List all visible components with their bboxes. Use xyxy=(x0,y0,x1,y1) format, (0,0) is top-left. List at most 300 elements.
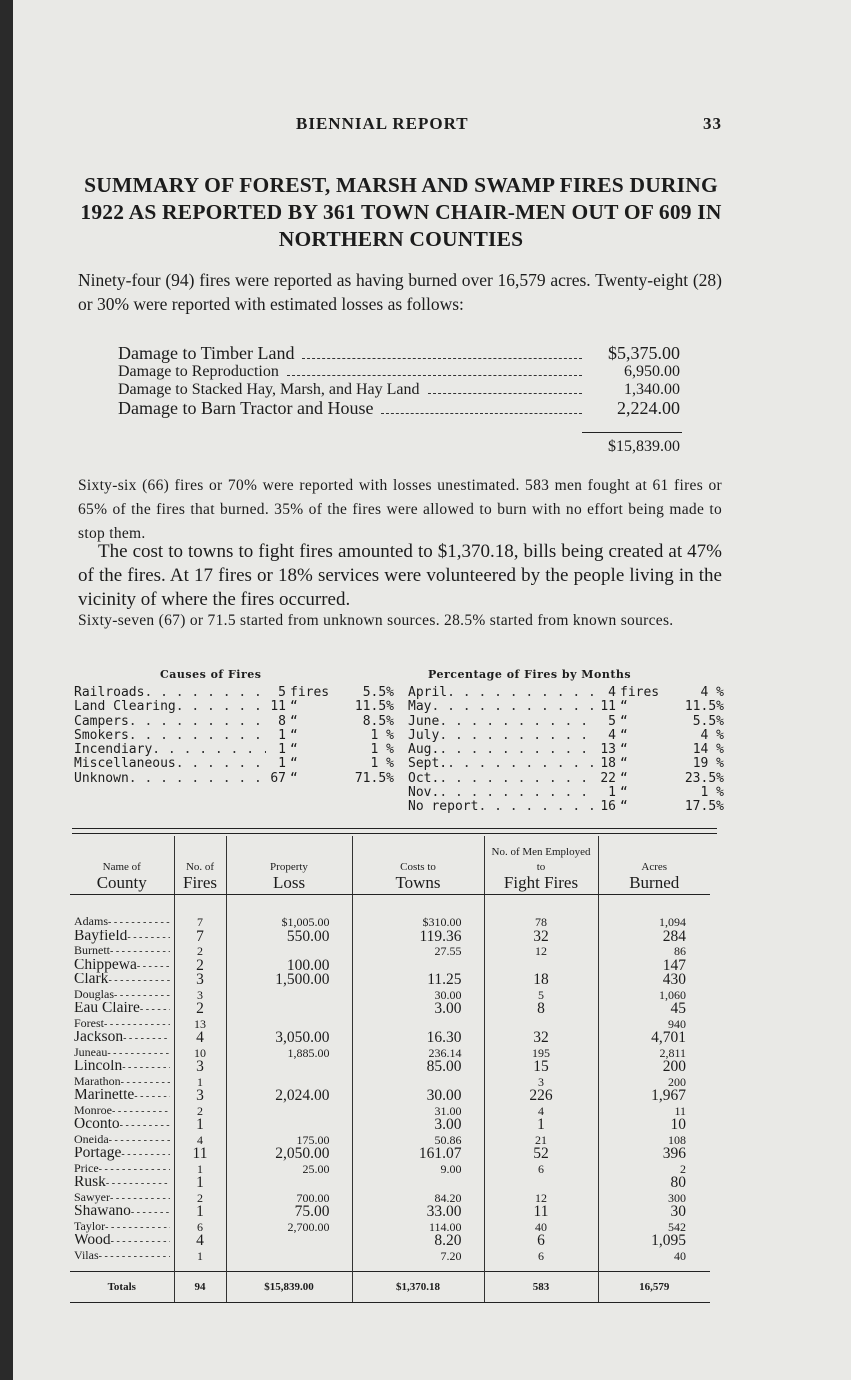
month-item-name: July xyxy=(408,727,440,743)
table-row xyxy=(70,1205,710,1220)
table-row xyxy=(70,1234,710,1249)
leader-dashes xyxy=(121,1147,169,1162)
fires-cell: 2 xyxy=(174,1002,226,1017)
month-item-percent: 17.5% xyxy=(684,799,724,815)
leader-dashes xyxy=(120,1118,170,1133)
costs-cell: 8.20 xyxy=(352,1234,484,1249)
month-item-percent: 5.5% xyxy=(692,713,724,729)
table-row xyxy=(70,1075,710,1090)
cause-item-name: Unknown xyxy=(74,770,129,786)
cause-item xyxy=(74,743,394,757)
county-cell xyxy=(70,1176,174,1191)
fires-cell: 1 xyxy=(174,1205,226,1220)
men-cell: 226 xyxy=(484,1089,598,1104)
header-county: Name of County xyxy=(70,836,174,895)
costs-cell: 119.36 xyxy=(352,930,484,945)
header-acres: Acres Burned xyxy=(598,836,710,895)
acres-cell: 10 xyxy=(598,1118,710,1133)
men-cell: 32 xyxy=(484,1031,598,1046)
acres-cell: 1,060 xyxy=(598,988,710,1003)
leader-dots xyxy=(176,700,266,714)
leader-dots xyxy=(439,715,596,729)
county-name: Oneida xyxy=(74,1132,109,1146)
loss-cell xyxy=(226,1118,352,1133)
month-item-count: 11 xyxy=(600,699,616,715)
cause-item-count: 5 xyxy=(278,685,286,700)
loss-cell xyxy=(226,1075,352,1090)
costs-cell: 30.00 xyxy=(352,988,484,1003)
leader-dashes xyxy=(104,1017,170,1032)
loss-cell xyxy=(226,1249,352,1264)
costs-cell: 33.00 xyxy=(352,1205,484,1220)
acres-cell: 86 xyxy=(598,944,710,959)
men-cell: 78 xyxy=(484,895,598,930)
month-item-unit: “ xyxy=(620,799,628,815)
cause-item-unit: “ xyxy=(290,756,298,772)
fires-cell: 11 xyxy=(174,1147,226,1162)
cause-item-unit: “ xyxy=(290,699,298,715)
loss-cell: 1,500.00 xyxy=(226,973,352,988)
fires-cell: 3 xyxy=(174,988,226,1003)
costs-cell xyxy=(352,1017,484,1032)
loss-cell: 25.00 xyxy=(226,1162,352,1177)
county-name: Forest xyxy=(74,1016,104,1030)
county-name: Price xyxy=(74,1161,99,1175)
intro-paragraph: Ninety-four (94) fires were reported as having burned over 16,579 acres. Twenty-eight (28) or 30% were reported with estimated losses as follows: xyxy=(78,270,722,314)
cause-item-name: Smokers xyxy=(74,727,129,743)
county-name: Lincoln xyxy=(74,1060,123,1074)
header-men: No. of Men Employed to Fight Fires xyxy=(484,836,598,895)
acres-cell: 396 xyxy=(598,1147,710,1162)
cause-item-percent: 8.5% xyxy=(362,713,394,729)
leader-dots xyxy=(478,800,596,814)
table-spacer-row xyxy=(70,1263,710,1272)
leader-dashes xyxy=(107,1046,169,1061)
cause-item-count: 67 xyxy=(270,770,286,786)
costs-cell: 31.00 xyxy=(352,1104,484,1119)
loss-cell xyxy=(226,1060,352,1075)
leader-dots xyxy=(447,686,596,700)
county-name-wrap xyxy=(74,944,170,959)
county-name-wrap xyxy=(74,915,170,930)
county-name-wrap xyxy=(74,1104,170,1119)
month-item-count: 22 xyxy=(600,770,616,786)
county-name: Marathon xyxy=(74,1074,121,1088)
month-item-name: June xyxy=(408,713,440,729)
loss-cell xyxy=(226,1104,352,1119)
county-name-wrap xyxy=(74,1031,170,1046)
county-cell xyxy=(70,944,174,959)
header-loss: Property Loss xyxy=(226,836,352,895)
damage-row xyxy=(118,381,680,399)
loss-cell: 3,050.00 xyxy=(226,1031,352,1046)
cause-item-percent: 1 % xyxy=(370,727,394,743)
cause-item-count: 1 xyxy=(278,727,286,743)
header-fires: No. of Fires xyxy=(174,836,226,895)
fires-cell: 1 xyxy=(174,1118,226,1133)
county-name-wrap xyxy=(74,1002,170,1017)
county-name-wrap xyxy=(74,1176,170,1191)
cause-item-unit: “ xyxy=(290,713,298,729)
table-row xyxy=(70,1017,710,1032)
month-item-count: 5 xyxy=(608,713,616,729)
leader-dots xyxy=(129,715,266,729)
spacer-cell xyxy=(70,1263,174,1272)
fires-cell: 13 xyxy=(174,1017,226,1032)
men-cell: 1 xyxy=(484,1118,598,1133)
damages-total: $15,839.00 xyxy=(608,438,680,455)
county-name: Shawano xyxy=(74,1205,131,1219)
month-item-unit: “ xyxy=(620,770,628,786)
county-name: Jackson xyxy=(74,1031,124,1045)
leader-dots xyxy=(129,772,266,786)
fires-cell: 2 xyxy=(174,959,226,974)
acres-cell: 11 xyxy=(598,1104,710,1119)
men-cell: 195 xyxy=(484,1046,598,1061)
county-name: Juneau xyxy=(74,1045,108,1059)
men-cell: 12 xyxy=(484,944,598,959)
loss-cell: 100.00 xyxy=(226,959,352,974)
damage-label: Damage to Timber Land xyxy=(118,344,295,363)
damage-row xyxy=(118,344,680,363)
fires-cell: 2 xyxy=(174,1104,226,1119)
county-table-wrapper xyxy=(70,836,710,1303)
spacer-cell xyxy=(226,1263,352,1272)
leader-dashes xyxy=(108,915,170,930)
county-name: Monroe xyxy=(74,1103,112,1117)
cause-item-name: Campers xyxy=(74,713,129,729)
costs-cell xyxy=(352,1075,484,1090)
costs-cell: 16.30 xyxy=(352,1031,484,1046)
costs-cell: 27.55 xyxy=(352,944,484,959)
county-cell xyxy=(70,1234,174,1249)
loss-cell xyxy=(226,1176,352,1191)
costs-cell: 84.20 xyxy=(352,1191,484,1206)
leader-dashes xyxy=(108,973,169,988)
men-cell: 18 xyxy=(484,973,598,988)
table-row xyxy=(70,1031,710,1046)
month-item-count: 4 xyxy=(608,727,616,743)
cause-item xyxy=(74,715,394,729)
month-item xyxy=(408,772,724,786)
fires-cell: 1 xyxy=(174,1176,226,1191)
leader-dots xyxy=(129,729,266,743)
leader-dashes xyxy=(121,1075,170,1090)
fires-cell: 6 xyxy=(174,1220,226,1235)
month-item-count: 18 xyxy=(600,756,616,772)
damages-list xyxy=(118,344,680,418)
county-cell xyxy=(70,1002,174,1017)
loss-cell: 2,024.00 xyxy=(226,1089,352,1104)
months-heading: Percentage of Fires by Months xyxy=(428,668,632,681)
costs-cell: 7.20 xyxy=(352,1249,484,1264)
county-fires-table xyxy=(70,836,710,1303)
county-cell xyxy=(70,1089,174,1104)
county-cell xyxy=(70,988,174,1003)
month-item-percent: 14 % xyxy=(692,742,724,758)
leader-dashes xyxy=(110,1191,170,1206)
fires-cell: 1 xyxy=(174,1075,226,1090)
loss-cell: 550.00 xyxy=(226,930,352,945)
men-cell: 21 xyxy=(484,1133,598,1148)
totals-label: Totals xyxy=(70,1272,174,1303)
month-item-percent: 4 % xyxy=(700,727,724,743)
county-name-wrap xyxy=(74,1060,170,1075)
men-cell: 40 xyxy=(484,1220,598,1235)
acres-cell: 40 xyxy=(598,1249,710,1264)
cause-item-percent: 5.5% xyxy=(362,685,394,700)
county-name: Wood xyxy=(74,1234,111,1248)
acres-cell: 45 xyxy=(598,1002,710,1017)
book-spine-shadow xyxy=(0,0,13,1380)
damage-row xyxy=(118,399,680,418)
leader-dashes xyxy=(123,1031,169,1046)
month-item-count: 13 xyxy=(600,742,616,758)
county-name: Vilas xyxy=(74,1248,99,1262)
county-name-wrap xyxy=(74,1191,170,1206)
cause-item-unit: fires xyxy=(290,685,330,700)
month-item-percent: 11.5% xyxy=(684,699,724,715)
table-row xyxy=(70,1046,710,1061)
cause-item-count: 11 xyxy=(270,699,286,715)
costs-cell: 11.25 xyxy=(352,973,484,988)
paragraph-unestimated: Sixty-six (66) fires or 70% were reported with losses unestimated. 583 men fought at 61 fires or 65% of the fires that burned. 35% of the fires were allowed to burn with no effort being made to stop them. xyxy=(78,477,722,542)
leader-dots xyxy=(439,786,596,800)
county-name-wrap xyxy=(74,1118,170,1133)
damage-row xyxy=(118,363,680,381)
acres-cell: 300 xyxy=(598,1191,710,1206)
cause-item xyxy=(74,686,394,700)
cause-item-count: 1 xyxy=(278,742,286,758)
leader-dots xyxy=(144,686,266,700)
acres-cell: 1,967 xyxy=(598,1089,710,1104)
costs-cell: 3.00 xyxy=(352,1118,484,1133)
month-item xyxy=(408,800,724,814)
table-row xyxy=(70,988,710,1003)
fires-cell: 1 xyxy=(174,1162,226,1177)
cause-item-count: 8 xyxy=(278,713,286,729)
month-item-unit: “ xyxy=(620,785,628,801)
county-cell xyxy=(70,1075,174,1090)
acres-cell: 147 xyxy=(598,959,710,974)
fires-cell: 4 xyxy=(174,1234,226,1249)
month-item-name: Oct. xyxy=(408,770,440,786)
month-item-unit: “ xyxy=(620,713,628,729)
costs-cell xyxy=(352,1176,484,1191)
county-name-wrap xyxy=(74,959,170,974)
county-cell xyxy=(70,1046,174,1061)
fires-cell: 3 xyxy=(174,1060,226,1075)
table-top-rule xyxy=(72,828,717,834)
acres-cell: 200 xyxy=(598,1075,710,1090)
leader-dots xyxy=(439,772,596,786)
men-cell: 6 xyxy=(484,1234,598,1249)
damage-amount: 2,224.00 xyxy=(617,399,680,418)
county-name: Portage xyxy=(74,1147,122,1161)
damage-label: Damage to Reproduction xyxy=(118,363,279,380)
cause-item-percent: 1 % xyxy=(370,756,394,772)
damages-total-rule xyxy=(582,432,682,433)
header-costs: Costs to Towns xyxy=(352,836,484,895)
month-item-count: 4 xyxy=(608,685,616,700)
leader-dashes xyxy=(140,1002,170,1017)
loss-cell xyxy=(226,1234,352,1249)
costs-cell: 30.00 xyxy=(352,1089,484,1104)
acres-cell: 542 xyxy=(598,1220,710,1235)
cause-item-unit: “ xyxy=(290,727,298,743)
acres-cell: 940 xyxy=(598,1017,710,1032)
paragraph-sources: Sixty-seven (67) or 71.5 started from unknown sources. 28.5% started from known sources. xyxy=(78,612,674,629)
county-name-wrap xyxy=(74,930,170,945)
leader-dots xyxy=(439,729,596,743)
fires-cell: 1 xyxy=(174,1249,226,1264)
totals-loss: $15,839.00 xyxy=(226,1272,352,1303)
table-row xyxy=(70,1162,710,1177)
totals-acres: 16,579 xyxy=(598,1272,710,1303)
loss-cell: 2,050.00 xyxy=(226,1147,352,1162)
damage-amount: $5,375.00 xyxy=(608,344,680,363)
county-name-wrap xyxy=(74,1017,170,1032)
men-cell: 11 xyxy=(484,1205,598,1220)
table-row xyxy=(70,1002,710,1017)
month-item-unit: “ xyxy=(620,699,628,715)
leader-dashes xyxy=(122,1060,169,1075)
costs-cell: 50.86 xyxy=(352,1133,484,1148)
totals-fires: 94 xyxy=(174,1272,226,1303)
county-name-wrap xyxy=(74,988,170,1003)
table-header-row xyxy=(70,836,710,895)
loss-cell: 700.00 xyxy=(226,1191,352,1206)
leader-dashes xyxy=(112,1104,170,1119)
table-row xyxy=(70,930,710,945)
loss-cell xyxy=(226,944,352,959)
leader-dashes xyxy=(105,1220,169,1235)
month-item-count: 1 xyxy=(608,785,616,801)
running-head-title: BIENNIAL REPORT xyxy=(296,114,469,133)
table-row xyxy=(70,895,710,930)
county-name: Clark xyxy=(74,973,109,987)
men-cell: 5 xyxy=(484,988,598,1003)
county-cell xyxy=(70,1162,174,1177)
loss-cell xyxy=(226,1002,352,1017)
county-cell xyxy=(70,1104,174,1119)
spacer-cell xyxy=(484,1263,598,1272)
table-row xyxy=(70,1089,710,1104)
costs-cell: 9.00 xyxy=(352,1162,484,1177)
county-name-wrap xyxy=(74,1147,170,1162)
county-cell xyxy=(70,930,174,945)
county-name: Burnett xyxy=(74,944,110,957)
leader-dashes xyxy=(106,1176,170,1191)
month-item-unit: “ xyxy=(620,727,628,743)
county-cell xyxy=(70,1118,174,1133)
month-item-count: 16 xyxy=(600,799,616,815)
cause-item-count: 1 xyxy=(278,756,286,772)
men-cell xyxy=(484,1017,598,1032)
fires-cell: 3 xyxy=(174,973,226,988)
county-name: Sawyer xyxy=(74,1190,110,1204)
costs-cell: $310.00 xyxy=(352,895,484,930)
damage-amount: 1,340.00 xyxy=(624,381,680,398)
cause-item-unit: “ xyxy=(290,742,298,758)
costs-cell: 114.00 xyxy=(352,1220,484,1235)
month-item-unit: “ xyxy=(620,756,628,772)
county-cell xyxy=(70,1220,174,1235)
county-name-wrap xyxy=(74,1220,170,1235)
county-cell xyxy=(70,959,174,974)
county-cell xyxy=(70,895,174,930)
loss-cell: 1,885.00 xyxy=(226,1046,352,1061)
county-name-wrap xyxy=(74,973,170,988)
cause-item-percent: 1 % xyxy=(370,742,394,758)
causes-heading: Causes of Fires xyxy=(160,668,262,681)
cause-item-name: Incendiary xyxy=(74,742,153,758)
fires-cell: 2 xyxy=(174,1191,226,1206)
acres-cell: 2,811 xyxy=(598,1046,710,1061)
month-item-percent: 1 % xyxy=(700,785,724,801)
causes-list xyxy=(74,686,394,786)
leader-dashes xyxy=(110,944,170,959)
cause-item-percent: 71.5% xyxy=(354,770,394,786)
county-name: Taylor xyxy=(74,1219,106,1233)
fires-cell: 10 xyxy=(174,1046,226,1061)
table-row xyxy=(70,1220,710,1235)
men-cell: 15 xyxy=(484,1060,598,1075)
costs-cell: 161.07 xyxy=(352,1147,484,1162)
county-cell xyxy=(70,1031,174,1046)
acres-cell: 108 xyxy=(598,1133,710,1148)
month-item-percent: 19 % xyxy=(692,756,724,772)
month-item xyxy=(408,715,724,729)
table-row xyxy=(70,944,710,959)
cause-item xyxy=(74,757,394,771)
county-cell xyxy=(70,1060,174,1075)
county-name-wrap xyxy=(74,1205,170,1220)
cause-item xyxy=(74,772,394,786)
leader-dashes xyxy=(109,1133,170,1148)
month-item-name: April xyxy=(408,685,448,700)
acres-cell: 284 xyxy=(598,930,710,945)
table-row xyxy=(70,1104,710,1119)
county-cell xyxy=(70,1249,174,1264)
men-cell: 3 xyxy=(484,1075,598,1090)
spacer-cell xyxy=(174,1263,226,1272)
table-body xyxy=(70,895,710,1303)
fires-cell: 2 xyxy=(174,944,226,959)
leader-dashes xyxy=(111,1234,170,1249)
totals-men: 583 xyxy=(484,1272,598,1303)
months-list xyxy=(408,686,724,815)
loss-cell: 75.00 xyxy=(226,1205,352,1220)
leader-dots xyxy=(447,757,596,771)
paragraph-cost: The cost to towns to fight fires amounted to $1,370.18, bills being created at 47% of the fires. At 17 fires or 18% services were volunteered by the people living in the vicinity of where the fires occurred. xyxy=(78,541,722,610)
spacer-cell xyxy=(352,1263,484,1272)
men-cell: 12 xyxy=(484,1191,598,1206)
acres-cell: 2 xyxy=(598,1162,710,1177)
men-cell xyxy=(484,1176,598,1191)
men-cell: 6 xyxy=(484,1249,598,1264)
loss-cell xyxy=(226,988,352,1003)
acres-cell: 30 xyxy=(598,1205,710,1220)
month-item xyxy=(408,786,724,800)
month-item xyxy=(408,743,724,757)
table-row xyxy=(70,1147,710,1162)
leader-dashes xyxy=(134,1089,169,1104)
men-cell: 8 xyxy=(484,1002,598,1017)
acres-cell: 1,095 xyxy=(598,1234,710,1249)
cause-item xyxy=(74,729,394,743)
county-name-wrap xyxy=(74,1046,170,1061)
